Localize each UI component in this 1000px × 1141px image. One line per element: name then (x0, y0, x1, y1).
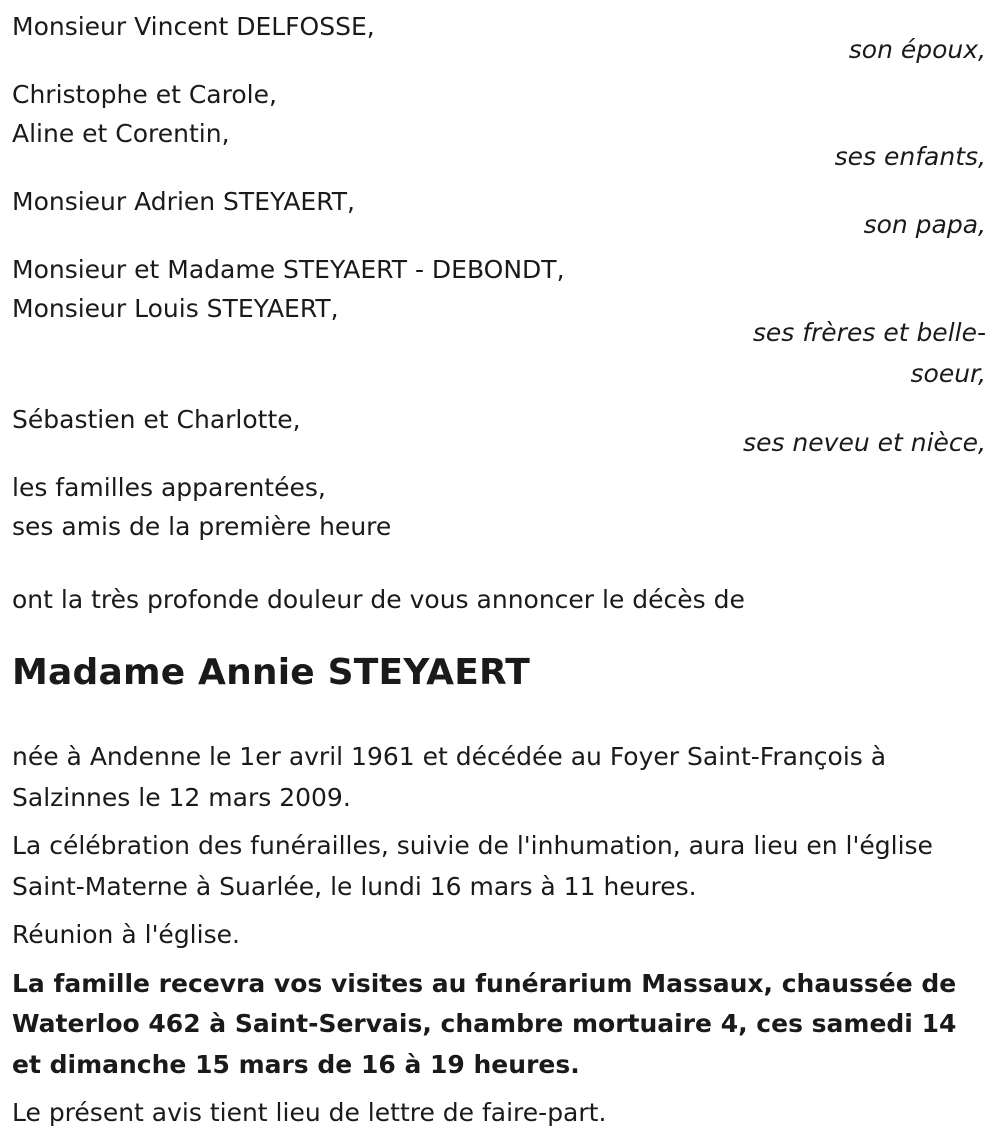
birth-death-paragraph: née à Andenne le 1er avril 1961 et décédée au Foyer Saint-François à Salzinnes le 12 mars 2009. (12, 742, 887, 812)
husband-role: son époux, (848, 35, 986, 64)
father-name: Monsieur Adrien STEYAERT, (12, 187, 355, 216)
siblings-role: ses frères et belle-soeur, (752, 318, 986, 388)
nephews-role: ses neveu et nièce, (743, 428, 986, 457)
child-couple-2: Aline et Corentin, (12, 119, 230, 148)
extended-family: les familles apparentées, (12, 473, 326, 502)
visits-paragraph: La famille recevra vos visites au funérarium Massaux, chaussée de Waterloo 462 à Saint-Servais, chambre mortuaire 4, ces samedi 14 et dimanche 15 mars de 16 à 19 heures. (12, 968, 957, 1079)
child-couple-1: Christophe et Carole, (12, 80, 277, 109)
husband-name: Monsieur Vincent DELFOSSE, (12, 12, 375, 41)
deceased-name: Madame Annie STEYAERT (12, 652, 531, 693)
notice-paragraph: Le présent avis tient lieu de lettre de faire-part. (12, 1098, 607, 1127)
meeting-paragraph: Réunion à l'église. (12, 920, 240, 949)
sibling-1: Monsieur et Madame STEYAERT - DEBONDT, (12, 255, 565, 284)
spacer (12, 546, 988, 580)
children-role: ses enfants, (834, 142, 986, 171)
sibling-2: Monsieur Louis STEYAERT, (12, 294, 339, 323)
funeral-paragraph: La célébration des funérailles, suivie de l'inhumation, aura lieu en l'église Saint-Materne à Suarlée, le lundi 16 mars à 11 heures. (12, 831, 933, 901)
announcement-line: ont la très profonde douleur de vous annoncer le décès de (12, 585, 745, 614)
nephews-names: Sébastien et Charlotte, (12, 405, 301, 434)
early-friends: ses amis de la première heure (12, 512, 392, 541)
father-role: son papa, (863, 210, 986, 239)
